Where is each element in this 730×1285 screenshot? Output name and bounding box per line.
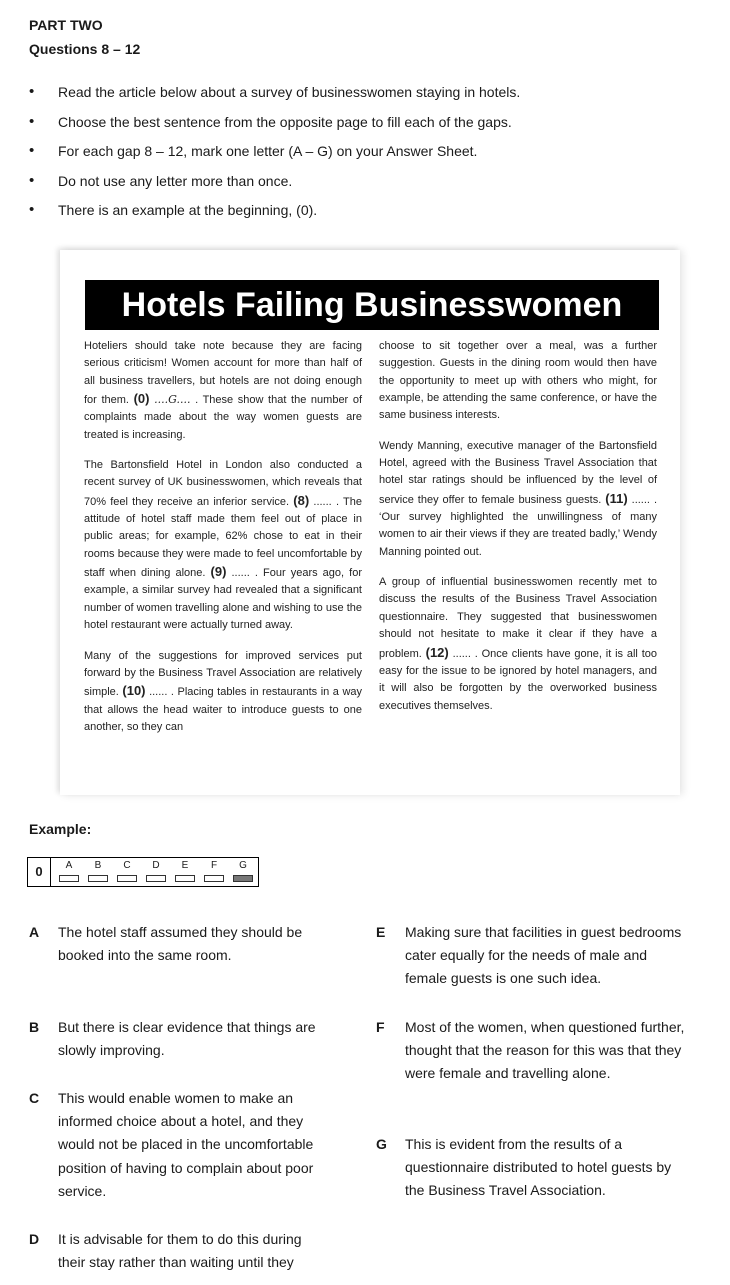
answer-option-box [146,861,166,882]
option-text: This is evident from the results of a questionnaire distributed to hotel guests by the Business Travel Association. [405,1136,672,1199]
instruction-item: • There is an example at the beginning, (0). [29,200,669,230]
paragraph-text: ...... . ‘Our survey highlighted the unwillingness of many women to air their views if they are treated badly,’ Wendy Manning pointed out. [379,493,657,558]
option-letter: F [376,1019,385,1035]
answer-option-box [117,861,137,882]
article-paragraph: choose to sit together over a meal, was a further suggestion. Guests in the dining room would then have the opportunity to meet up with others who might, for example, be attending the same conference, or have the same business interests. [379,340,657,422]
option-g [376,1133,686,1203]
answer-option-box [204,861,224,882]
option-letter: B [29,1019,40,1035]
option-letter: D [152,860,160,871]
gap-10-number: (10) [122,683,146,699]
answer-slot [59,875,79,882]
article-paragraph [379,574,657,715]
answer-option-box [88,861,108,882]
paragraph-text: Hoteliers should take note because they are facing serious criticism! Women account for more than half of all business travellers, but hotels are not doing enough for them. [84,340,362,407]
option-letter: D [29,1231,40,1247]
answer-slot [175,875,195,882]
option-letter: G [239,860,247,871]
instructions-list [29,82,669,230]
paragraph-text: Many of the suggestions for improved services put forward by the Business Travel Association are relatively simple. [84,649,362,699]
gap-0-number: (0) [133,391,150,407]
answer-slot [117,875,137,882]
example-question-number: 0 [28,858,51,886]
option-letter: G [376,1136,387,1152]
gap-11-number: (11) [605,490,628,506]
option-letter: E [376,924,386,940]
article-paragraph [84,457,362,634]
answer-option-box [59,861,79,882]
instruction-item: • Choose the best sentence from the opposite page to fill each of the gaps. [29,112,669,142]
option-letter: A [65,860,73,871]
article-paragraph [84,648,362,737]
answer-option-box [175,861,195,882]
answer-option-box [233,861,253,882]
gap-9-number: (9) [210,564,227,580]
answer-slot [204,875,224,882]
option-c [29,1087,329,1203]
option-letter: E [181,860,189,871]
instruction-item: • Read the article below about a survey of businesswomen staying in hotels. [29,82,669,112]
gap-8-number: (8) [293,492,310,508]
paragraph-text: . These show that the number of complaints made about the way women guests are treated is increasing. [84,394,363,441]
paragraph-text: ...... . Once clients have gone, it is all too easy for the issue to be ignored by hotel managers, and it will also be forgotten by the overworked business executives themselves. [379,647,657,712]
option-text: But there is clear evidence that things are slowly improving. [58,1019,316,1059]
article-right-column [379,338,657,728]
example-answer-box [27,857,259,887]
answer-slot-filled [233,875,253,882]
option-e [376,921,686,991]
article-paragraph [84,338,362,444]
article-title: Hotels Failing Businesswomen [85,280,659,330]
option-letter: C [123,860,131,871]
paragraph-text: ...... . Four years ago, for example, a similar survey had revealed that a significant number of women travelling alone and wishing to use the hotel restaurant were actually turned away. [84,567,362,632]
instruction-item: • For each gap 8 – 12, mark one letter (A – G) on your Answer Sheet. [29,141,669,171]
answer-slot [88,875,108,882]
option-letter: B [94,860,102,871]
option-letter: C [29,1090,40,1106]
paragraph-text: Wendy Manning, executive manager of the Bartonsfield Hotel, agreed with the Business Travel Association that hotel star ratings should be influenced by the level of service they offer to female business guests. [379,439,657,506]
instruction-item: • Do not use any letter more than once. [29,171,669,201]
option-text: The hotel staff assumed they should be booked into the same room. [58,924,303,964]
example-label: Example: [29,821,92,837]
option-letter: A [29,924,40,940]
paragraph-text: ...... . Placing tables in restaurants in a way that allows the head waiter to introduce guests to one another, so they can [84,686,363,733]
paragraph-text: ...... . The attitude of hotel staff made them feel out of place in public areas; for example, 62% chose to eat in their rooms because they were made to feel uncomfortable by staff when dining alone. [84,495,362,580]
questions-label: Questions 8 – 12 [29,41,141,57]
article-left-column [84,338,362,749]
option-d [29,1228,329,1274]
option-text: This would enable women to make an informed choice about a hotel, and they would not be placed in the uncomfortable position of having to complain about poor service. [58,1090,314,1199]
gap-12-number: (12) [425,644,449,660]
article-paragraph [379,438,657,561]
option-a [29,921,329,967]
option-b [29,1016,329,1062]
option-text: It is advisable for them to do this during their stay rather than waiting until they [58,1231,302,1271]
paragraph-text: A group of influential businesswomen recently met to discuss the results of the Business Travel Association questionnaire. They suggested that businesswomen should not hesitate to make it clear if they have a problem. [379,576,657,660]
article-card [60,250,680,795]
paragraph-text: The Bartonsfield Hotel in London also conducted a recent survey of UK businesswomen, which reveals that 70% feel they receive an inferior service. [84,459,362,508]
option-text: Making sure that facilities in guest bedrooms cater equally for the needs of male and female guests is one such idea. [405,924,682,987]
answer-slot [146,875,166,882]
option-letter: F [210,860,218,871]
option-f [376,1016,686,1086]
gap-0-answer: ....G.... [154,393,191,407]
option-text: Most of the women, when questioned further, thought that the reason for this was that they were female and travelling alone. [405,1019,685,1082]
part-title: PART TWO [29,17,103,33]
